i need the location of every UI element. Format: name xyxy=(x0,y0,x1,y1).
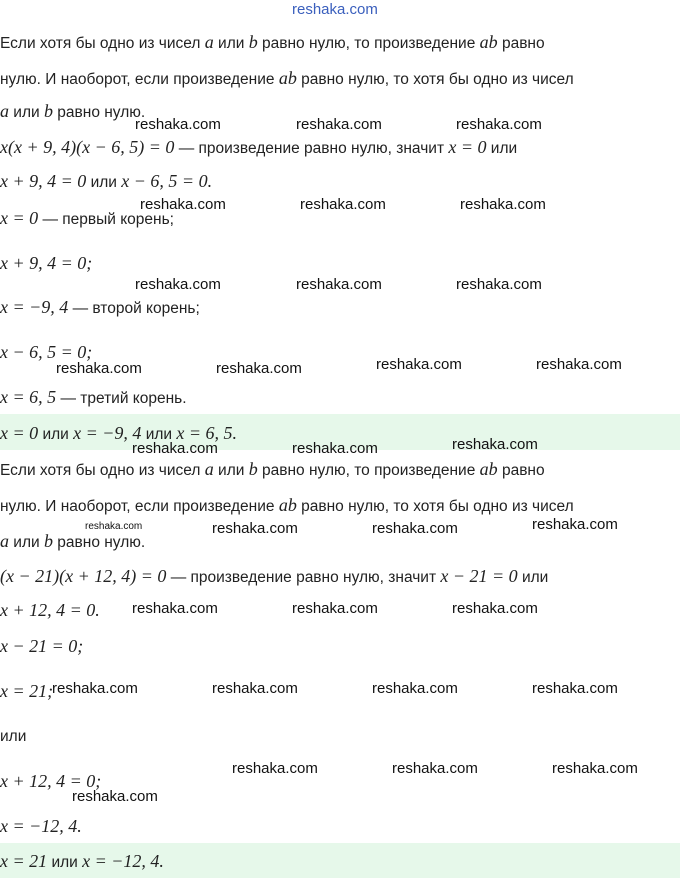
watermark: reshaka.com xyxy=(132,440,218,457)
watermark: reshaka.com xyxy=(456,276,542,293)
answer-line: x = 21 или x = −12, 4. xyxy=(0,851,164,871)
watermark: reshaka.com xyxy=(460,196,546,213)
watermark: reshaka.com xyxy=(452,436,538,453)
rule-line: Если хотя бы одно из чисел a или b равно нулю, то произведение ab равно xyxy=(0,32,545,52)
equation-line: x = −12, 4. xyxy=(0,816,82,836)
watermark: reshaka.com xyxy=(392,760,478,777)
watermark: reshaka.com xyxy=(372,680,458,697)
watermark: reshaka.com xyxy=(212,680,298,697)
equation-line: x = 6, 5 — третий корень. xyxy=(0,387,187,407)
watermark: reshaka.com xyxy=(216,360,302,377)
site-link[interactable]: reshaka.com xyxy=(292,1,378,18)
watermark: reshaka.com xyxy=(72,788,158,805)
watermark: reshaka.com xyxy=(300,196,386,213)
equation-line: x = 0 — первый корень; xyxy=(0,208,174,228)
watermark: reshaka.com xyxy=(456,116,542,133)
watermark: reshaka.com xyxy=(140,196,226,213)
equation-line: x = 21; xyxy=(0,681,54,701)
watermark: reshaka.com xyxy=(532,516,618,533)
equation-line: x − 21 = 0; xyxy=(0,636,84,656)
watermark: reshaka.com xyxy=(296,276,382,293)
equation-line: x + 9, 4 = 0 или x − 6, 5 = 0. xyxy=(0,171,213,191)
equation-line: x + 12, 4 = 0. xyxy=(0,600,100,620)
watermark: reshaka.com xyxy=(376,356,462,373)
equation-line: x = −9, 4 — второй корень; xyxy=(0,297,200,317)
watermark: reshaka.com xyxy=(372,520,458,537)
watermark: reshaka.com xyxy=(135,276,221,293)
answer-line: x = 0 или x = −9, 4 или x = 6, 5. xyxy=(0,423,238,443)
equation-line: x − 6, 5 = 0; xyxy=(0,342,93,362)
watermark: reshaka.com xyxy=(56,360,142,377)
watermark: reshaka.com xyxy=(132,600,218,617)
watermark: reshaka.com xyxy=(536,356,622,373)
watermark: reshaka.com xyxy=(212,520,298,537)
watermark: reshaka.com xyxy=(135,116,221,133)
text-line: или xyxy=(0,728,27,745)
equation-line: x + 12, 4 = 0; xyxy=(0,771,102,791)
equation-line: x(x + 9, 4)(x − 6, 5) = 0 — произведение равно нулю, значит x = 0 или xyxy=(0,137,518,157)
watermark: reshaka.com xyxy=(552,760,638,777)
rule-line: нулю. И наоборот, если произведение ab равно нулю, то хотя бы одно из чисел xyxy=(0,68,574,88)
watermark: reshaka.com xyxy=(532,680,618,697)
watermark: reshaka.com xyxy=(85,521,143,532)
rule-line: нулю. И наоборот, если произведение ab равно нулю, то хотя бы одно из чисел xyxy=(0,495,574,515)
equation-line: x + 9, 4 = 0; xyxy=(0,253,93,273)
watermark: reshaka.com xyxy=(232,760,318,777)
watermark: reshaka.com xyxy=(292,440,378,457)
watermark: reshaka.com xyxy=(52,680,138,697)
rule-line: a или b равно нулю. xyxy=(0,101,146,121)
rule-line: a или b равно нулю. xyxy=(0,531,146,551)
watermark: reshaka.com xyxy=(292,600,378,617)
watermark: reshaka.com xyxy=(296,116,382,133)
watermark: reshaka.com xyxy=(452,600,538,617)
equation-line: (x − 21)(x + 12, 4) = 0 — произведение равно нулю, значит x − 21 = 0 или xyxy=(0,566,549,586)
rule-line: Если хотя бы одно из чисел a или b равно нулю, то произведение ab равно xyxy=(0,459,545,479)
